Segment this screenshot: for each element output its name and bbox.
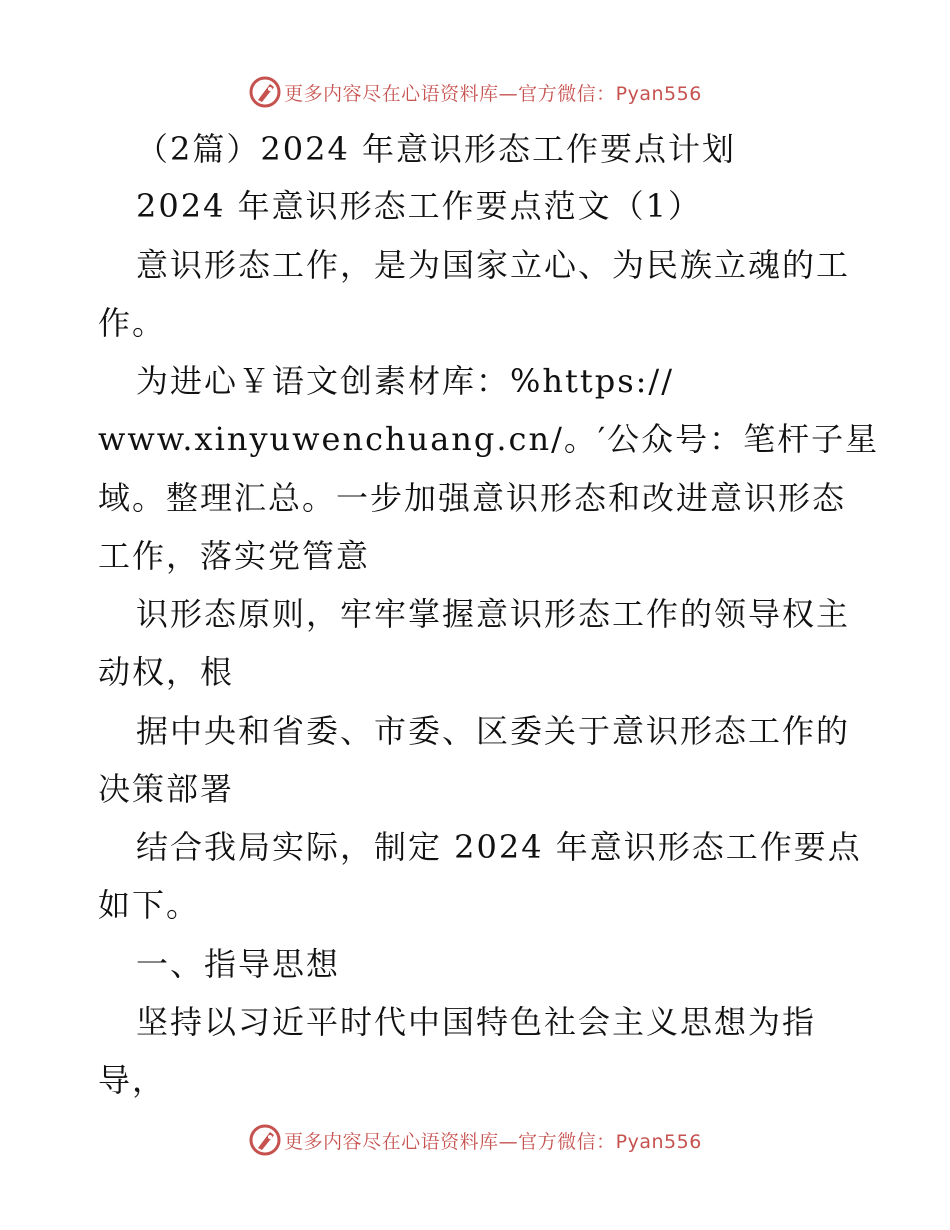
- paragraph-line: www.xinyuwenchuang.cn/。′公众号：笔杆子星: [98, 420, 880, 458]
- paragraph-line: 坚持以习近平时代中国特色社会主义思想为指: [136, 1003, 817, 1041]
- paragraph-line: 决策部署: [98, 770, 235, 808]
- paragraph-line: 动权，根: [98, 653, 235, 691]
- paragraph-line: 识形态原则，牢牢掌握意识形态工作的领导权主: [136, 595, 851, 633]
- paragraph-line: 作。: [98, 304, 167, 342]
- paragraph-line: 域。整理汇总。一步加强意识形态和改进意识形态: [98, 479, 847, 517]
- paragraph-line: 如下。: [98, 886, 201, 924]
- pen-nib-seal-icon: [248, 75, 282, 109]
- paragraph-line: 导，: [98, 1061, 167, 1099]
- pen-nib-seal-icon: [248, 1123, 282, 1157]
- paragraph-line: 据中央和省委、市委、区委关于意识形态工作的: [136, 712, 851, 750]
- paragraph-line: 意识形态工作，是为国家立心、为民族立魂的工: [136, 246, 851, 284]
- watermark-text: 更多内容尽在心语资料库—官方微信：Pyan556: [284, 1130, 702, 1153]
- document-title: （2篇）2024 年意识形态工作要点计划: [136, 130, 736, 168]
- paragraph-line: 为进心￥语文创素材库：%https://: [136, 362, 674, 400]
- paragraph-line: 结合我局实际，制定 2024 年意识形态工作要点: [136, 828, 862, 866]
- header-watermark: [0, 72, 950, 112]
- watermark-text: 更多内容尽在心语资料库—官方微信：Pyan556: [284, 82, 702, 105]
- section-heading: 一、指导思想: [136, 945, 341, 983]
- paragraph-line: 工作，落实党管意: [98, 537, 371, 575]
- document-subtitle: 2024 年意识形态工作要点范文（1）: [136, 187, 702, 225]
- footer-watermark: [0, 1120, 950, 1160]
